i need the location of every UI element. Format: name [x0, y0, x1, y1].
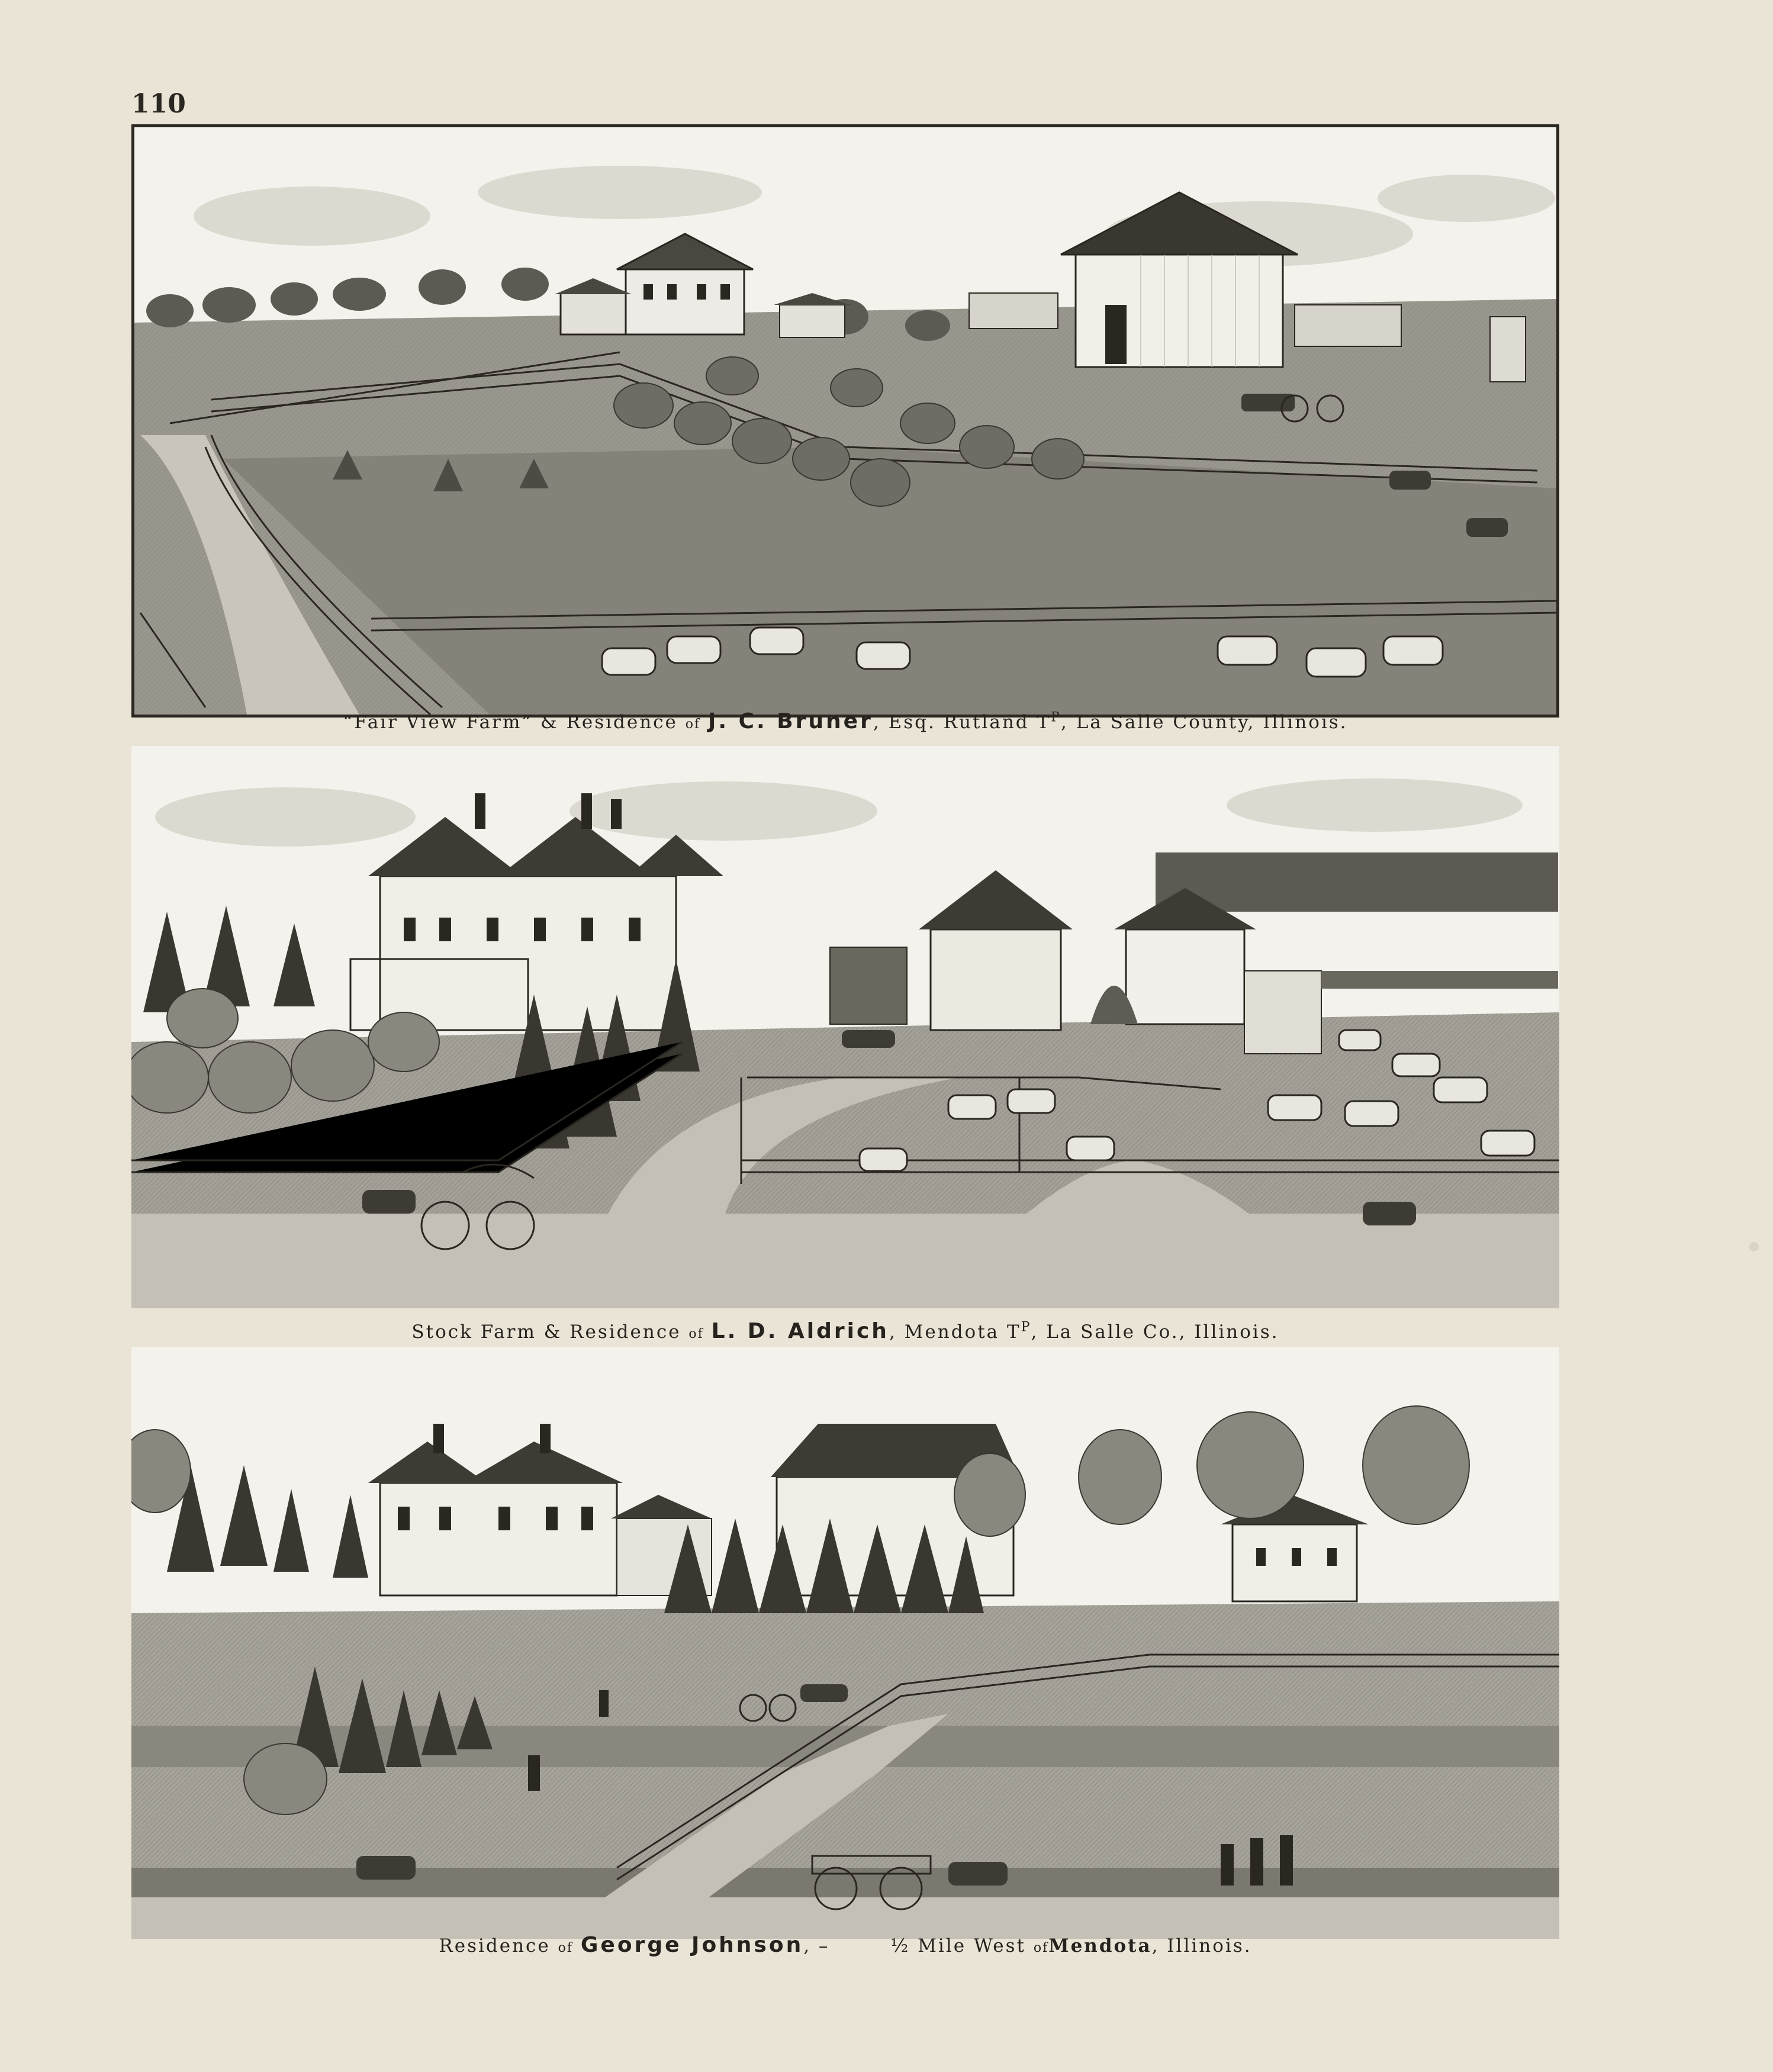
caption-text: ½ Mile West: [890, 1935, 1026, 1957]
caption-text: , La Salle Co., Illinois.: [1031, 1321, 1279, 1343]
caption-text: “Fair View Farm” & Residence: [343, 712, 678, 733]
caption-text: , Illinois.: [1151, 1935, 1252, 1957]
engraving-fair-view-farm: [131, 124, 1559, 718]
owner-name: J. C. Bruner: [708, 709, 873, 733]
hedge: [131, 1868, 1559, 1897]
engraving-stock-farm: [131, 746, 1559, 1308]
caption-fair-view-farm: [131, 709, 1559, 733]
caption-of: of: [685, 717, 701, 732]
caption-of: of: [688, 1327, 704, 1341]
owner-name: L. D. Aldrich: [711, 1319, 889, 1343]
caption-text: Residence: [439, 1935, 551, 1957]
road: [131, 1214, 1559, 1308]
caption-text: , La Salle County, Illinois.: [1060, 712, 1348, 733]
caption-of: of: [558, 1941, 574, 1955]
caption-stock-farm: [131, 1319, 1559, 1343]
fair-view-farm-illustration: [134, 127, 1556, 715]
owner-name: George Johnson: [580, 1933, 804, 1957]
caption-text: , Esq. Rutland T: [873, 712, 1051, 733]
stock-farm-illustration: [131, 746, 1559, 1308]
engraving-johnson-residence: [131, 1347, 1559, 1939]
caption-of: of: [1033, 1941, 1049, 1955]
caption-text: Stock Farm & Residence: [411, 1321, 681, 1343]
paper-edge-mark: [1749, 1242, 1759, 1251]
forest: [1156, 852, 1558, 912]
location-name: Mendota: [1048, 1935, 1152, 1957]
johnson-residence-illustration: [131, 1347, 1559, 1939]
caption-sup: P: [1021, 1320, 1031, 1335]
caption-johnson-residence: [131, 1933, 1559, 1957]
caption-text: , Mendota T: [889, 1321, 1021, 1343]
caption-sup: P: [1051, 710, 1061, 725]
caption-text: , –: [803, 1935, 830, 1957]
page-number: 110: [131, 89, 186, 119]
